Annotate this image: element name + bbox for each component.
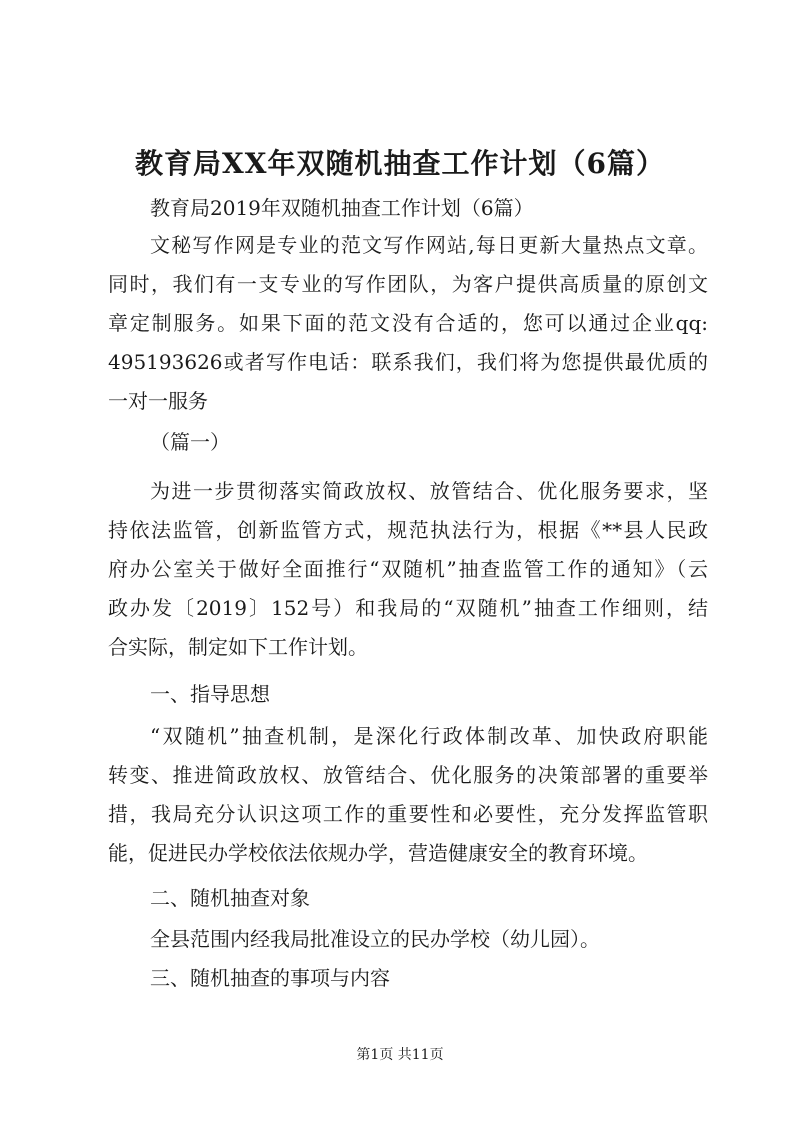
- section-label: （篇一）: [150, 430, 230, 454]
- intro-line: 文秘写作网是专业的范文写作网站,每日更新大量热点文章。: [150, 233, 708, 257]
- paragraph-line: 政办发〔2019〕152号）和我局的“双随机”抽查工作细则，结: [108, 596, 708, 620]
- paragraph-line: 全县范围内经我局批准设立的民办学校（幼儿园）。: [150, 927, 600, 951]
- document-subtitle: 教育局2019年双随机抽查工作计划（6篇）: [150, 196, 534, 220]
- paragraph-line: 持依法监管，创新监管方式，规范执法行为，根据《**县人民政: [108, 518, 708, 542]
- intro-line: 章定制服务。如果下面的范文没有合适的，您可以通过企业qq:: [108, 311, 708, 335]
- paragraph-line: 合实际，制定如下工作计划。: [108, 635, 368, 659]
- section-heading: 二、随机抽查对象: [150, 886, 310, 910]
- section-heading: 三、随机抽查的事项与内容: [150, 966, 390, 990]
- paragraph-line: “双随机”抽查机制，是深化行政体制改革、加快政府职能: [150, 724, 708, 748]
- section-heading: 一、指导思想: [150, 682, 270, 706]
- paragraph-line: 转变、推进简政放权、放管结合、优化服务的决策部署的重要举: [108, 763, 708, 787]
- paragraph-line: 府办公室关于做好全面推行“双随机”抽查监管工作的通知》（云: [108, 557, 708, 581]
- document-title: 教育局XX年双随机抽查工作计划（6篇）: [135, 147, 665, 180]
- page-footer: 第1页 共11页: [356, 1047, 444, 1063]
- intro-line: 495193626或者写作电话：联系我们，我们将为您提供最优质的: [108, 350, 708, 374]
- paragraph-line: 措，我局充分认识这项工作的重要性和必要性，充分发挥监管职: [108, 802, 708, 826]
- intro-line: 同时，我们有一支专业的写作团队，为客户提供高质量的原创文: [108, 272, 708, 296]
- paragraph-line: 能，促进民办学校依法依规办学，营造健康安全的教育环境。: [108, 841, 648, 865]
- intro-line: 一对一服务: [108, 389, 208, 413]
- paragraph-line: 为进一步贯彻落实简政放权、放管结合、优化服务要求，坚: [150, 479, 708, 503]
